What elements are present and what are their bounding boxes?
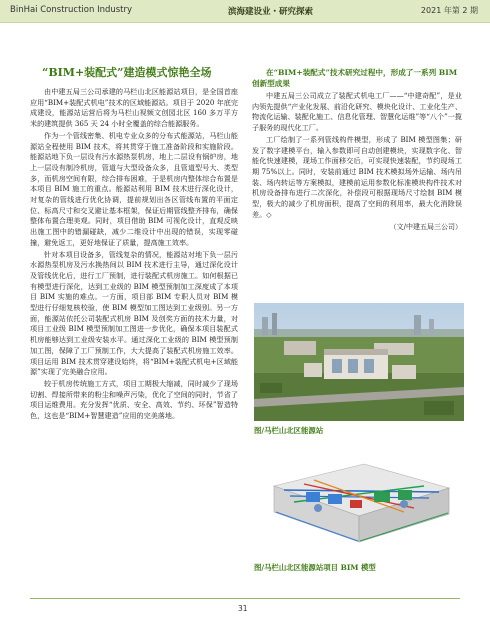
footer-divider bbox=[30, 598, 460, 599]
energy-station-aerial-photo bbox=[254, 303, 464, 421]
page-header bbox=[0, 0, 490, 23]
paragraph: 工厂绘制了一系列管线构件模型，形成了 BIM 模型图集；研发了数字建模平台，输入参数即可自动创建模块，实现数字化、智能化快速建模，现场工作面移交后，可实现快速装配，节约现场工期 75%以上。同时，安装前通过 BIM 技术模拟场外运输、场内吊装、场内转运等方案模拟，建模前运用参数化标准模块构件技术对机房设备排布进行二次深化，补偿段可根据现场尺寸绘制 BIM 模型，极大的减少了机房面积，提高了空间的利用率，最大化消除误差。◇ bbox=[252, 134, 462, 219]
section-title: 滨海建设业・研究探索 bbox=[228, 7, 314, 17]
page-number: 31 bbox=[238, 604, 248, 613]
paragraph: 作为一个管线密集、机电专业众多的分布式能源站，马栏山能源站全程使用 BIM 技术，将其贯穿于施工准备阶段和实施阶段。能源站地下负一层设有污水源热泵机房，地上二层设有锅炉房，地上一层设有制冷机房，管道与大型设备众多，且管道型号大、类型多，而机房空间有限，综合排布困难，于是机房内整体综合布置是本项目 BIM 施工的重点。能源站利用 BIM 技术进行深化设计，对复杂的管线进行优化协调，提前规划出各区管线布置的平面定位、标高尺寸和交叉避让基本框架，保证后期管线整齐排布，确保整体布置合理美观。同时，项目借助 BIM 可视化设计，直观反映出施工图中的错漏碰缺，减少二维设计中出现的错误，实现零碰撞，避免返工，更好地保证了质量，提高施工效率。 bbox=[30, 130, 238, 247]
paragraph: 中建五局三公司成立了装配式机电工厂——“中建奇配”，是业内领先提供“产业化发展、前沿化研究、模块化设计、工业化生产、物流化运输、装配化施工、信息化管理、智慧化运维”等“八个”一揽子服务的现代化工厂。 bbox=[252, 91, 462, 133]
right-column bbox=[252, 67, 462, 232]
issue-number: 2021 年第 2 期 bbox=[420, 6, 478, 15]
paragraph: 由中建五局三公司承建的马栏山北区能源站项目，是全国首座应用“BIM+装配式机电”技术的区域能源站。项目于 2020 年底完成建设，能源站运营后将为马栏山视频文创园北区 160 多万平方米的建筑提供 365 天 24 小时全覆盖的综合能源服务。 bbox=[30, 87, 238, 129]
section-subtitle: 在“BIM+装配式”技术研究过程中，形成了一系列 BIM 创新型成果 bbox=[252, 68, 458, 88]
bim-model-image bbox=[254, 446, 464, 558]
paragraph: 较于机房传统施工方式，项目工期极大缩减，同时减少了现场切割、焊接所带来的粉尘和噪声污染，优化了空间的同时，节省了项目运维费用。充分发挥“优质、安全、高效、节约、环保”智造特色，这也是“BIM+智慧建造”应用的完美落地。 bbox=[30, 378, 238, 421]
model-caption: 图/马栏山北区能源站项目 BIM 模型 bbox=[254, 563, 376, 572]
article-title: “BIM+装配式”建造模式惊艳全场 bbox=[42, 66, 212, 79]
paragraph: 针对本项目设备多，管线复杂的情况，能源站对地下负一层污水源热泵机房及污水换热间以 BIM 技术进行主导，通过深化设计及管线优化后，进行工厂预制，进行装配式机房施工。如何根据已有模型进行深化，达到工业级的 BIM 模型预制加工深度成了本项目 BIM 实施的难点。一方面，项目部 BIM 专职人员对 BIM 模型进行仔细复核校验，使 BIM 模型加工图达到工业级别。另一方面，能源站依托公司装配式机房 BIM 及创奖方面的技术力量，对项目工业级 BIM 模型预制加工图进一步优化，确保本项目装配式机房能够达到工业级安装水平。通过深化工业级的 BIM 模型预制加工图，保障了工厂预制工作，大大提高了装配式机房施工效率。项目运用 BIM 技术贯穿建设始终，将“BIM+装配式机电+区域能源”实现了完美融合应用。 bbox=[30, 249, 238, 377]
journal-name: BinHai Construction Industry bbox=[10, 5, 133, 15]
author-signature: （文/中建五局三公司） bbox=[389, 223, 462, 232]
left-column bbox=[30, 87, 238, 423]
photo-caption: 图/马栏山北区能源站 bbox=[254, 426, 324, 435]
